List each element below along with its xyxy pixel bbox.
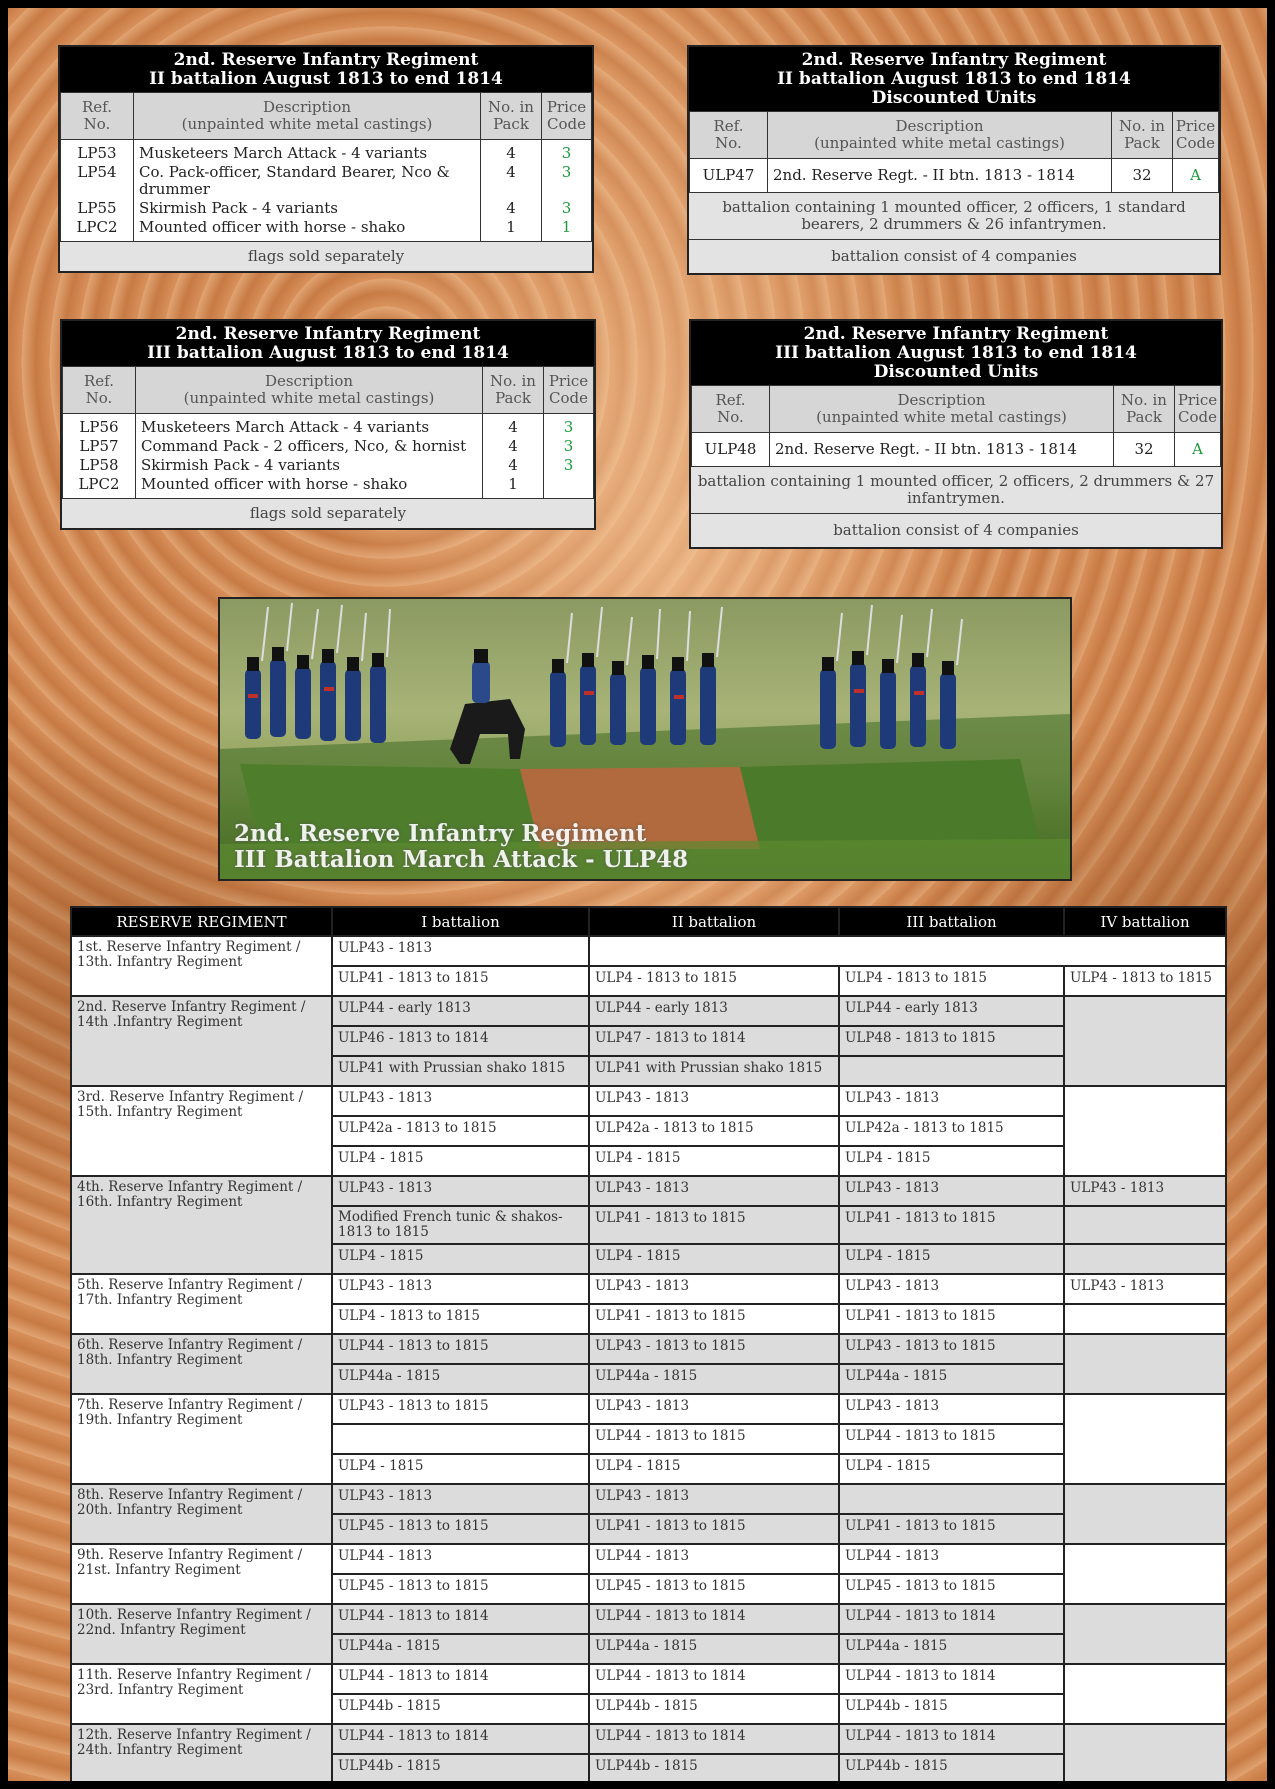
battalion-cell: ULP41 - 1813 to 1815 (332, 966, 589, 996)
regiment-name: 7th. Reserve Infantry Regiment / 19th. Infantry Regiment (71, 1394, 332, 1484)
panel-subtitle: III battalion August 1813 to end 1814 (147, 343, 509, 363)
battalion-cell: ULP44 - 1813 to 1815 (839, 1424, 1064, 1454)
table-row (63, 414, 594, 438)
ref-cell: LP56 (63, 414, 136, 438)
battalion-cell: ULP43 - 1813 (839, 1086, 1064, 1116)
col-desc: Description (unpainted white metal castings) (136, 367, 483, 414)
ref-cell: LPC2 (63, 475, 136, 498)
battalion-cell: ULP41 - 1813 to 1815 (839, 1514, 1064, 1544)
battalion-cell: ULP43 - 1813 (589, 1394, 839, 1424)
regiment-name: 11th. Reserve Infantry Regiment / 23rd. Infantry Regiment (71, 1664, 332, 1724)
no-cell: 32 (1114, 433, 1175, 467)
desc-cell: Mounted officer with horse - shako (136, 475, 483, 498)
battalion-cell (1064, 1244, 1226, 1274)
table-row (71, 1724, 1226, 1754)
table-row (63, 437, 594, 456)
battalion-cell: ULP42a - 1813 to 1815 (589, 1116, 839, 1146)
panel-footer: battalion containing 1 mounted officer, 2 officers, 1 standard bearers, 2 drummers & 26 infantrymen. (689, 192, 1219, 239)
battalion-cell: ULP48 - 1813 to 1815 (839, 1026, 1064, 1056)
product-table (691, 385, 1221, 466)
price-cell: 3 (544, 456, 594, 475)
battalion-cell (1064, 1664, 1226, 1724)
battalion-cell: ULP44 - 1813 to 1814 (589, 1664, 839, 1694)
col-price: Price Code (1173, 112, 1219, 159)
battalion-cell: ULP44 - 1813 to 1814 (332, 1664, 589, 1694)
battalion-cell (1064, 1484, 1226, 1544)
battalion-cell: ULP41 - 1813 to 1815 (839, 1206, 1064, 1244)
reserve-regiments-table (70, 906, 1227, 1781)
col-desc: Description (unpainted white metal castings) (770, 386, 1114, 433)
desc-cell: Command Pack - 2 officers, Nco, & hornist (136, 437, 483, 456)
regiment-name: 5th. Reserve Infantry Regiment / 17th. Infantry Regiment (71, 1274, 332, 1334)
battalion-cell: ULP44a - 1815 (839, 1364, 1064, 1394)
panel-title: 2nd. Reserve Infantry Regiment (803, 324, 1109, 344)
ref-cell: ULP48 (692, 433, 770, 467)
regiment-name: 9th. Reserve Infantry Regiment / 21st. Infantry Regiment (71, 1544, 332, 1604)
battalion-cell: ULP44 - 1813 to 1814 (332, 1604, 589, 1634)
battalion-cell (839, 1484, 1064, 1514)
ref-cell: LP57 (63, 437, 136, 456)
table-row (71, 936, 1226, 966)
battalion-cell: ULP44 - 1813 (839, 1544, 1064, 1574)
table-row (71, 1086, 1226, 1116)
battalion-cell: ULP4 - 1813 to 1815 (839, 966, 1064, 996)
ref-cell: LP55 (61, 199, 134, 218)
battalion-cell: ULP42a - 1813 to 1815 (839, 1116, 1064, 1146)
no-cell: 4 (481, 140, 542, 164)
battalion-cell: ULP44b - 1815 (332, 1694, 589, 1724)
regiment-name: 1st. Reserve Infantry Regiment / 13th. Infantry Regiment (71, 936, 332, 996)
battalion-cell: ULP47 - 1813 to 1814 (589, 1026, 839, 1056)
battalion-cell: ULP42a - 1813 to 1815 (332, 1116, 589, 1146)
product-table (60, 92, 592, 241)
table-row (71, 1604, 1226, 1634)
ref-cell: LP54 (61, 163, 134, 199)
battalion-cell: ULP45 - 1813 to 1815 (332, 1514, 589, 1544)
header-iv-battalion: IV battalion (1064, 907, 1226, 936)
battalion-cell: ULP43 - 1813 (332, 1176, 589, 1206)
col-price: Price Code (542, 93, 592, 140)
battalion-cell: ULP44 - 1813 to 1814 (589, 1724, 839, 1754)
battalion-cell: ULP4 - 1815 (589, 1244, 839, 1274)
product-table (62, 366, 594, 498)
table-row (71, 1544, 1226, 1574)
price-cell: A (1173, 159, 1219, 193)
table-row (61, 140, 592, 164)
panel-header (691, 321, 1221, 385)
col-desc: Description (unpainted white metal castings) (768, 112, 1112, 159)
battalion-cell: ULP44 - 1813 to 1814 (589, 1604, 839, 1634)
battalion-cell: ULP44a - 1815 (589, 1364, 839, 1394)
table-row (71, 1394, 1226, 1424)
battalion-cell: ULP43 - 1813 (839, 1176, 1064, 1206)
battalion-cell: ULP44 - early 1813 (332, 996, 589, 1026)
header-iii-battalion: III battalion (839, 907, 1064, 936)
product-table (689, 111, 1219, 192)
battalion-cell: ULP44b - 1815 (589, 1694, 839, 1724)
panel-subtitle-discounted: Discounted Units (871, 88, 1037, 108)
battalion-cell: ULP43 - 1813 (332, 1086, 589, 1116)
battalion-cell: ULP4 - 1815 (589, 1454, 839, 1484)
panel-header (689, 47, 1219, 111)
battalion-cell: ULP44 - 1813 to 1815 (332, 1334, 589, 1364)
battalion-cell (332, 1424, 589, 1454)
battalion-cell: ULP44b - 1815 (589, 1754, 839, 1781)
battalion-cell: ULP4 - 1815 (839, 1454, 1064, 1484)
col-no: No. in Pack (1112, 112, 1173, 159)
price-cell: 3 (544, 414, 594, 438)
battalion-cell (1064, 1394, 1226, 1484)
table-row (690, 159, 1219, 193)
price-cell: 3 (542, 199, 592, 218)
battalion-cell: ULP46 - 1813 to 1814 (332, 1026, 589, 1056)
battalion-cell: ULP4 - 1815 (332, 1454, 589, 1484)
table-row (61, 163, 592, 199)
battalion-cell: ULP41 with Prussian shako 1815 (332, 1056, 589, 1086)
col-price: Price Code (544, 367, 594, 414)
no-cell: 1 (481, 218, 542, 241)
battalion-cell (589, 936, 1226, 966)
no-cell: 4 (483, 437, 544, 456)
regiment-name: 4th. Reserve Infantry Regiment / 16th. Infantry Regiment (71, 1176, 332, 1274)
ref-cell: ULP47 (690, 159, 768, 193)
regiments-body (71, 936, 1226, 1781)
battalion-cell: ULP4 - 1815 (839, 1244, 1064, 1274)
col-no: No. in Pack (483, 367, 544, 414)
battalion-cell (1064, 1724, 1226, 1781)
battalion-cell: ULP43 - 1813 (332, 1274, 589, 1304)
no-cell: 4 (481, 163, 542, 199)
battalion-cell: ULP41 - 1813 to 1815 (589, 1514, 839, 1544)
battalion-cell: ULP4 - 1813 to 1815 (332, 1304, 589, 1334)
battalion-cell: ULP44 - early 1813 (589, 996, 839, 1026)
battalion-cell: ULP44b - 1815 (332, 1754, 589, 1781)
battalion-cell: ULP43 - 1813 (589, 1274, 839, 1304)
battalion-cell: ULP43 - 1813 (1064, 1274, 1226, 1304)
battalion-cell: ULP43 - 1813 (839, 1394, 1064, 1424)
battalion-cell: ULP44 - 1813 to 1814 (839, 1724, 1064, 1754)
regiment-name: 8th. Reserve Infantry Regiment / 20th. Infantry Regiment (71, 1484, 332, 1544)
battalion-cell: ULP43 - 1813 to 1815 (589, 1334, 839, 1364)
battalion-cell: ULP44a - 1815 (332, 1634, 589, 1664)
col-desc: Description (unpainted white metal castings) (134, 93, 481, 140)
battalion-cell: ULP44a - 1815 (332, 1364, 589, 1394)
header-i-battalion: I battalion (332, 907, 589, 936)
panel-ii-battalion-discounted (687, 45, 1221, 275)
battalion-cell: ULP44a - 1815 (839, 1634, 1064, 1664)
caption-line-1: 2nd. Reserve Infantry Regiment (234, 820, 647, 847)
battalion-cell: ULP44 - 1813 to 1814 (839, 1664, 1064, 1694)
battalion-cell: ULP41 - 1813 to 1815 (589, 1304, 839, 1334)
panel-footer: battalion containing 1 mounted officer, 2 officers, 2 drummers & 27 infantrymen. (691, 466, 1221, 513)
panel-subtitle: II battalion August 1813 to end 1814 (777, 69, 1131, 89)
col-price: Price Code (1175, 386, 1221, 433)
battalion-cell: ULP43 - 1813 (589, 1086, 839, 1116)
price-cell: A (1175, 433, 1221, 467)
no-cell: 4 (483, 456, 544, 475)
battalion-cell (839, 1056, 1064, 1086)
desc-cell: Skirmish Pack - 4 variants (136, 456, 483, 475)
battalion-cell: ULP43 - 1813 to 1815 (839, 1334, 1064, 1364)
panel-footer: battalion consist of 4 companies (691, 513, 1221, 547)
col-no: No. in Pack (481, 93, 542, 140)
battalion-cell: ULP43 - 1813 (589, 1176, 839, 1206)
battalion-cell: ULP4 - 1815 (839, 1146, 1064, 1176)
col-ref: Ref. No. (63, 367, 136, 414)
table-row (71, 996, 1226, 1026)
panel-footer: flags sold separately (60, 241, 592, 271)
panel-title: 2nd. Reserve Infantry Regiment (173, 50, 479, 70)
battalion-cell: ULP4 - 1815 (332, 1244, 589, 1274)
table-row (71, 1274, 1226, 1304)
no-cell: 1 (483, 475, 544, 498)
battalion-cell: ULP4 - 1815 (589, 1146, 839, 1176)
table-row (71, 1176, 1226, 1206)
panel-title: 2nd. Reserve Infantry Regiment (801, 50, 1107, 70)
battalion-cell: Modified French tunic & shakos- 1813 to 1815 (332, 1206, 589, 1244)
battalion-cell: ULP44 - 1813 (589, 1544, 839, 1574)
price-cell (544, 475, 594, 498)
desc-cell: Skirmish Pack - 4 variants (134, 199, 481, 218)
battalion-cell: ULP41 - 1813 to 1815 (839, 1304, 1064, 1334)
regiment-name: 6th. Reserve Infantry Regiment / 18th. Infantry Regiment (71, 1334, 332, 1394)
battalion-cell: ULP44a - 1815 (589, 1634, 839, 1664)
desc-cell: 2nd. Reserve Regt. - II btn. 1813 - 1814 (770, 433, 1114, 467)
table-row (63, 475, 594, 498)
header-ii-battalion: II battalion (589, 907, 839, 936)
no-cell: 4 (483, 414, 544, 438)
panel-header (60, 47, 592, 92)
battalion-cell: ULP4 - 1813 to 1815 (1064, 966, 1226, 996)
desc-cell: 2nd. Reserve Regt. - II btn. 1813 - 1814 (768, 159, 1112, 193)
battalion-cell (1064, 1086, 1226, 1176)
battalion-cell (1064, 1334, 1226, 1394)
panel-subtitle: III battalion August 1813 to end 1814 (775, 343, 1137, 363)
ref-cell: LP58 (63, 456, 136, 475)
col-ref: Ref. No. (61, 93, 134, 140)
panel-iii-battalion-discounted (689, 319, 1223, 549)
photo-caption (234, 821, 688, 873)
battalion-cell (1064, 1304, 1226, 1334)
panel-subtitle-discounted: Discounted Units (873, 362, 1039, 382)
battalion-cell (1064, 996, 1226, 1086)
desc-cell: Mounted officer with horse - shako (134, 218, 481, 241)
regiment-name: 12th. Reserve Infantry Regiment / 24th. Infantry Regiment (71, 1724, 332, 1781)
table-row (61, 218, 592, 241)
panel-iii-battalion (60, 319, 596, 530)
miniatures-photo (218, 597, 1072, 881)
header-regiment: RESERVE REGIMENT (71, 907, 332, 936)
battalion-cell: ULP45 - 1813 to 1815 (839, 1574, 1064, 1604)
ref-cell: LPC2 (61, 218, 134, 241)
battalion-cell (1064, 1544, 1226, 1604)
panel-subtitle: II battalion August 1813 to end 1814 (149, 69, 503, 89)
battalion-cell: ULP43 - 1813 (332, 1484, 589, 1514)
battalion-cell: ULP44b - 1815 (839, 1694, 1064, 1724)
col-ref: Ref. No. (692, 386, 770, 433)
battalion-cell: ULP43 - 1813 (589, 1484, 839, 1514)
battalion-cell: ULP45 - 1813 to 1815 (589, 1574, 839, 1604)
price-cell: 3 (542, 140, 592, 164)
regiment-name: 10th. Reserve Infantry Regiment / 22nd. Infantry Regiment (71, 1604, 332, 1664)
battalion-cell: ULP41 - 1813 to 1815 (589, 1206, 839, 1244)
no-cell: 32 (1112, 159, 1173, 193)
battalion-cell: ULP43 - 1813 to 1815 (332, 1394, 589, 1424)
panel-footer: flags sold separately (62, 498, 594, 528)
regiment-name: 2nd. Reserve Infantry Regiment / 14th .Infantry Regiment (71, 996, 332, 1086)
battalion-cell (1064, 1604, 1226, 1664)
regiment-name: 3rd. Reserve Infantry Regiment / 15th. Infantry Regiment (71, 1086, 332, 1176)
panel-footer: battalion consist of 4 companies (689, 239, 1219, 273)
battalion-cell: ULP44 - 1813 to 1814 (332, 1724, 589, 1754)
battalion-cell: ULP43 - 1813 (1064, 1176, 1226, 1206)
price-cell: 3 (544, 437, 594, 456)
battalion-cell: ULP44 - 1813 (332, 1544, 589, 1574)
price-cell: 3 (542, 163, 592, 199)
caption-line-2: III Battalion March Attack - ULP48 (234, 846, 689, 873)
desc-cell: Co. Pack-officer, Standard Bearer, Nco & drummer (134, 163, 481, 199)
col-ref: Ref. No. (690, 112, 768, 159)
table-row (63, 456, 594, 475)
battalion-cell: ULP41 with Prussian shako 1815 (589, 1056, 839, 1086)
battalion-cell: ULP45 - 1813 to 1815 (332, 1574, 589, 1604)
panel-ii-battalion (58, 45, 594, 273)
battalion-cell: ULP44b - 1815 (839, 1754, 1064, 1781)
no-cell: 4 (481, 199, 542, 218)
ref-cell: LP53 (61, 140, 134, 164)
battalion-cell: ULP44 - 1813 to 1815 (589, 1424, 839, 1454)
col-no: No. in Pack (1114, 386, 1175, 433)
table-row (61, 199, 592, 218)
price-cell: 1 (542, 218, 592, 241)
battalion-cell: ULP43 - 1813 (839, 1274, 1064, 1304)
table-row (692, 433, 1221, 467)
page-background (8, 8, 1267, 1781)
battalion-cell: ULP44 - early 1813 (839, 996, 1064, 1026)
table-row (71, 1334, 1226, 1364)
battalion-cell: ULP44 - 1813 to 1814 (839, 1604, 1064, 1634)
table-row (71, 1664, 1226, 1694)
battalion-cell: ULP43 - 1813 (332, 936, 589, 966)
table-row (71, 1484, 1226, 1514)
battalion-cell: ULP4 - 1815 (332, 1146, 589, 1176)
desc-cell: Musketeers March Attack - 4 variants (134, 140, 481, 164)
battalion-cell (1064, 1206, 1226, 1244)
panel-title: 2nd. Reserve Infantry Regiment (175, 324, 481, 344)
desc-cell: Musketeers March Attack - 4 variants (136, 414, 483, 438)
battalion-cell: ULP4 - 1813 to 1815 (589, 966, 839, 996)
panel-header (62, 321, 594, 366)
